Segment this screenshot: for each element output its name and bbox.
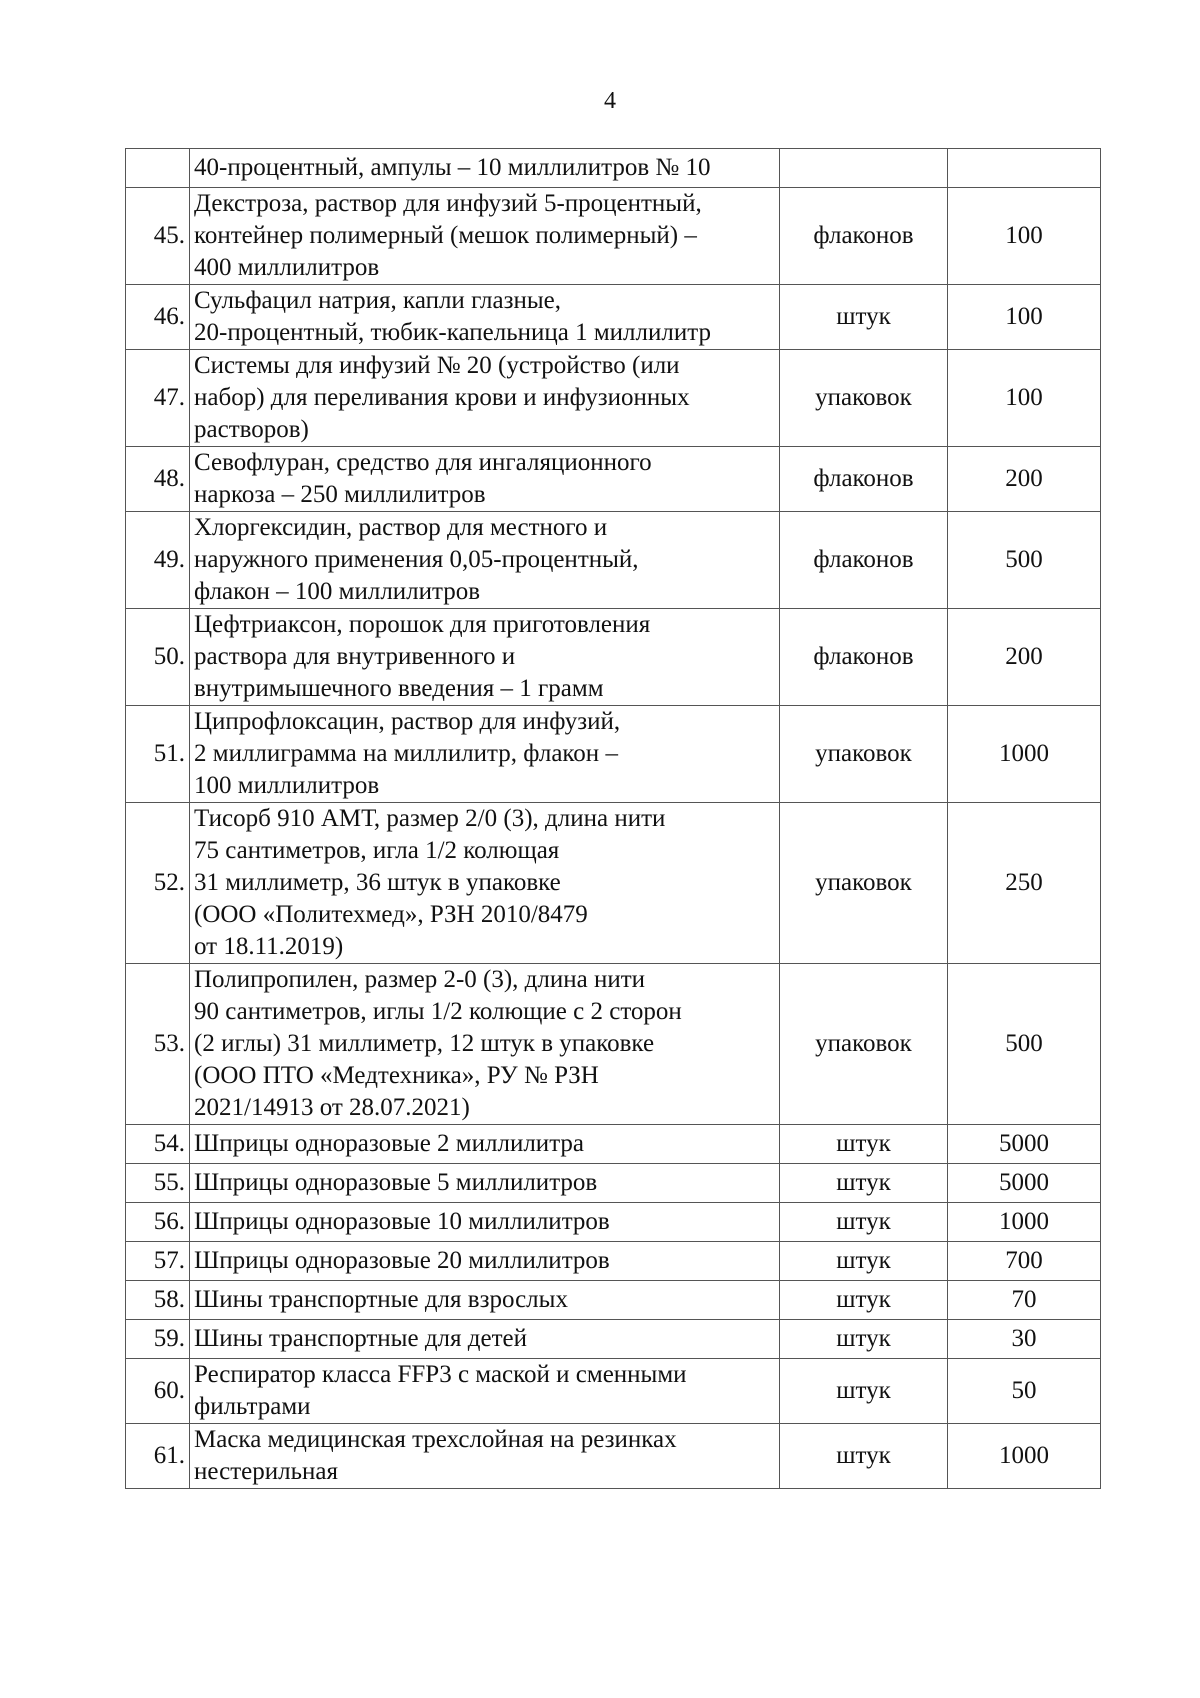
table-row: [126, 285, 1101, 350]
row-number-cell: 45.: [126, 188, 190, 285]
unit-cell: флаконов: [780, 609, 948, 706]
quantity-cell: 250: [948, 803, 1101, 964]
item-name-cell: Шприцы одноразовые 2 миллилитра: [190, 1125, 780, 1164]
table-row: [126, 1359, 1101, 1424]
unit-cell: [780, 149, 948, 188]
table-row: [126, 609, 1101, 706]
item-name-cell: Декстроза, раствор для инфузий 5-процентный, контейнер полимерный (мешок полимерный) – 400 миллилитров: [190, 188, 780, 285]
item-name-cell: Полипропилен, размер 2-0 (3), длина нити 90 сантиметров, иглы 1/2 колющие с 2 сторон (2 иглы) 31 миллиметр, 12 штук в упаковке (ООО ПТО «Медтехника», РУ № РЗН 2021/14913 от 28.07.2021): [190, 964, 780, 1125]
row-number-cell: 47.: [126, 350, 190, 447]
quantity-cell: 200: [948, 609, 1101, 706]
row-number-cell: 57.: [126, 1242, 190, 1281]
page-number: 4: [604, 88, 616, 114]
row-number-cell: 58.: [126, 1281, 190, 1320]
item-name-cell: Шприцы одноразовые 10 миллилитров: [190, 1203, 780, 1242]
unit-cell: штук: [780, 1203, 948, 1242]
row-number-cell: 56.: [126, 1203, 190, 1242]
table-row: [126, 1164, 1101, 1203]
quantity-cell: 5000: [948, 1125, 1101, 1164]
quantity-cell: 50: [948, 1359, 1101, 1424]
quantity-cell: 100: [948, 188, 1101, 285]
table-row: [126, 1320, 1101, 1359]
table-row-continuation: [126, 149, 1101, 188]
item-name-cell: Шприцы одноразовые 5 миллилитров: [190, 1164, 780, 1203]
unit-cell: штук: [780, 1242, 948, 1281]
table-row: [126, 1242, 1101, 1281]
item-name-cell: Ципрофлоксацин, раствор для инфузий, 2 миллиграмма на миллилитр, флакон – 100 миллилитров: [190, 706, 780, 803]
quantity-cell: 500: [948, 512, 1101, 609]
quantity-cell: 70: [948, 1281, 1101, 1320]
unit-cell: флаконов: [780, 512, 948, 609]
table-row: [126, 188, 1101, 285]
quantity-cell: 1000: [948, 706, 1101, 803]
items-table: [125, 148, 1101, 1489]
row-number-cell: 61.: [126, 1424, 190, 1489]
unit-cell: штук: [780, 1320, 948, 1359]
row-number-cell: 50.: [126, 609, 190, 706]
quantity-cell: 700: [948, 1242, 1101, 1281]
unit-cell: штук: [780, 1281, 948, 1320]
quantity-cell: 500: [948, 964, 1101, 1125]
table-row: [126, 1424, 1101, 1489]
table-row: [126, 1203, 1101, 1242]
table-row: [126, 803, 1101, 964]
table-row: [126, 512, 1101, 609]
unit-cell: флаконов: [780, 188, 948, 285]
table-row: [126, 447, 1101, 512]
table-row: [126, 1281, 1101, 1320]
table-row: [126, 1125, 1101, 1164]
row-number-cell: 55.: [126, 1164, 190, 1203]
quantity-cell: [948, 149, 1101, 188]
quantity-cell: 200: [948, 447, 1101, 512]
table-row: [126, 350, 1101, 447]
item-name-cell: Хлоргексидин, раствор для местного и наружного применения 0,05-процентный, флакон – 100 миллилитров: [190, 512, 780, 609]
table-row: [126, 706, 1101, 803]
row-number-cell: [126, 149, 190, 188]
unit-cell: штук: [780, 1125, 948, 1164]
item-name-cell: Цефтриаксон, порошок для приготовления раствора для внутривенного и внутримышечного введения – 1 грамм: [190, 609, 780, 706]
unit-cell: упаковок: [780, 350, 948, 447]
unit-cell: штук: [780, 1359, 948, 1424]
quantity-cell: 30: [948, 1320, 1101, 1359]
unit-cell: штук: [780, 1164, 948, 1203]
quantity-cell: 100: [948, 350, 1101, 447]
quantity-cell: 1000: [948, 1203, 1101, 1242]
table-row: [126, 964, 1101, 1125]
unit-cell: флаконов: [780, 447, 948, 512]
row-number-cell: 48.: [126, 447, 190, 512]
row-number-cell: 49.: [126, 512, 190, 609]
row-number-cell: 60.: [126, 1359, 190, 1424]
unit-cell: упаковок: [780, 706, 948, 803]
item-name-cell: Респиратор класса FFP3 с маской и сменными фильтрами: [190, 1359, 780, 1424]
item-name-cell: Маска медицинская трехслойная на резинках нестерильная: [190, 1424, 780, 1489]
item-name-cell: Системы для инфузий № 20 (устройство (или набор) для переливания крови и инфузионных растворов): [190, 350, 780, 447]
quantity-cell: 5000: [948, 1164, 1101, 1203]
unit-cell: штук: [780, 1424, 948, 1489]
item-name-cell: Шины транспортные для взрослых: [190, 1281, 780, 1320]
row-number-cell: 51.: [126, 706, 190, 803]
row-number-cell: 53.: [126, 964, 190, 1125]
row-number-cell: 52.: [126, 803, 190, 964]
unit-cell: штук: [780, 285, 948, 350]
item-name-cell: Севофлуран, средство для ингаляционного наркоза – 250 миллилитров: [190, 447, 780, 512]
item-name-cell: 40-процентный, ампулы – 10 миллилитров № 10: [190, 149, 780, 188]
item-name-cell: Шприцы одноразовые 20 миллилитров: [190, 1242, 780, 1281]
quantity-cell: 100: [948, 285, 1101, 350]
row-number-cell: 59.: [126, 1320, 190, 1359]
row-number-cell: 54.: [126, 1125, 190, 1164]
item-name-cell: Шины транспортные для детей: [190, 1320, 780, 1359]
row-number-cell: 46.: [126, 285, 190, 350]
unit-cell: упаковок: [780, 803, 948, 964]
item-name-cell: Тисорб 910 АМТ, размер 2/0 (3), длина нити 75 сантиметров, игла 1/2 колющая 31 миллиметр, 36 штук в упаковке (ООО «Политехмед», РЗН 2010/8479 от 18.11.2019): [190, 803, 780, 964]
quantity-cell: 1000: [948, 1424, 1101, 1489]
unit-cell: упаковок: [780, 964, 948, 1125]
item-name-cell: Сульфацил натрия, капли глазные, 20-процентный, тюбик-капельница 1 миллилитр: [190, 285, 780, 350]
